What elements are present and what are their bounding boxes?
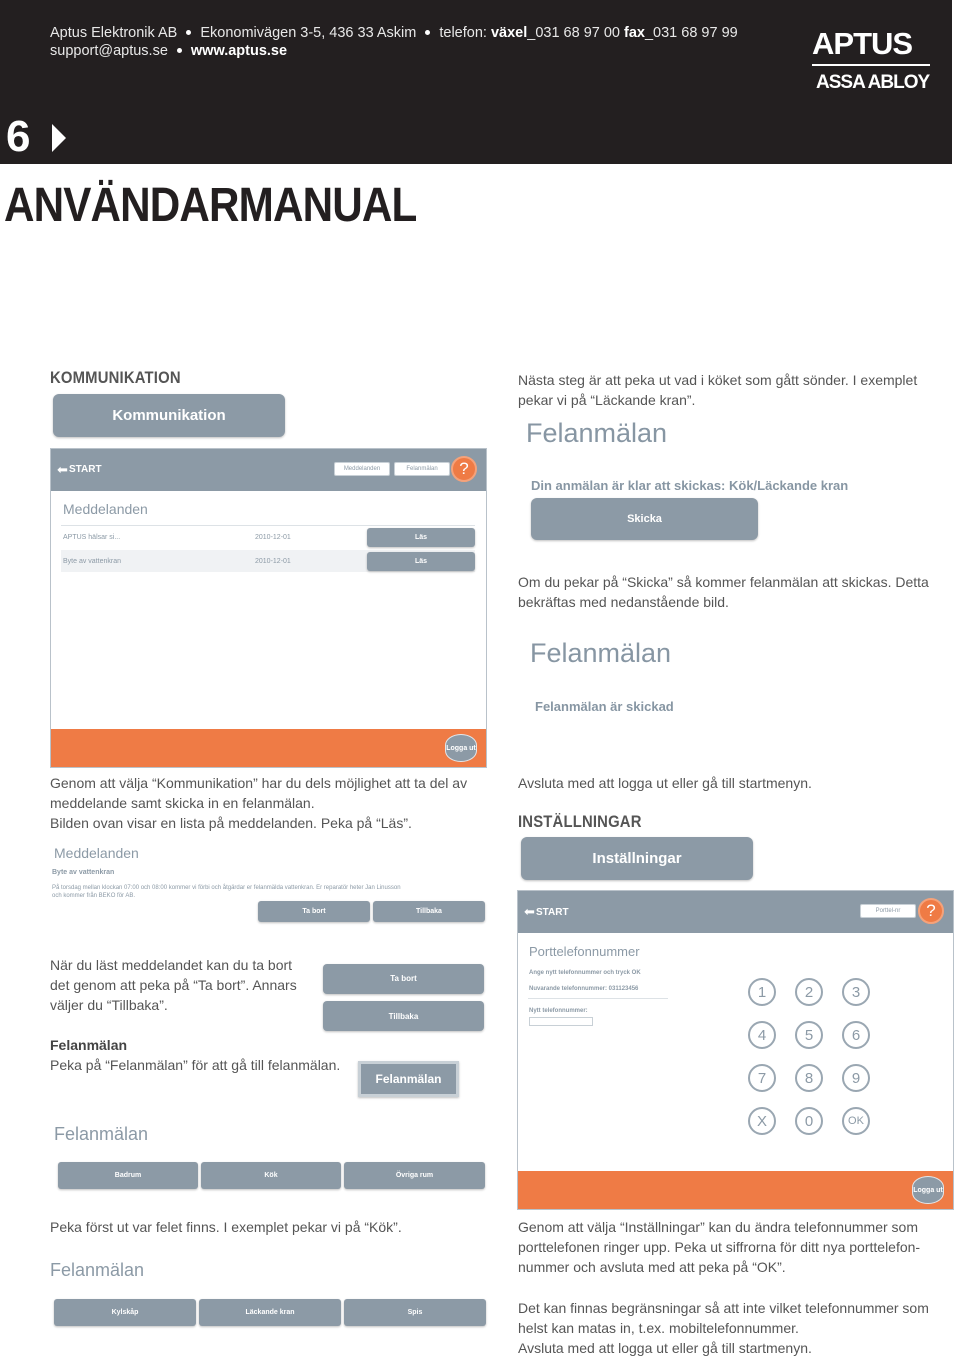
item-button-spis[interactable]: Spis — [344, 1299, 486, 1326]
tillbaka-button[interactable]: Tillbaka — [323, 1001, 484, 1031]
aptus-logo: APTUS — [812, 26, 913, 61]
paragraph-ta-bort: När du läst meddelandet kan du ta bort det genom att peka på “Ta bort”. Annars väljer du “Tillbaka”. — [50, 957, 297, 1013]
chapter-number: 6 — [6, 112, 31, 161]
room-button-badrum[interactable]: Badrum — [58, 1162, 198, 1189]
keypad-key-0[interactable]: 0 — [795, 1107, 823, 1135]
felanmalan-subheading: Felanmälan — [50, 1037, 128, 1053]
screen-bottom-bar — [51, 729, 486, 767]
phone-label: växel — [490, 25, 528, 41]
back-arrow-icon: ⬅ — [57, 462, 68, 477]
kommunikation-button[interactable]: Kommunikation — [53, 394, 285, 437]
help-icon[interactable]: ? — [451, 456, 477, 482]
installningar-button[interactable]: Inställningar — [521, 837, 753, 880]
items-screen-title: Felanmälan — [50, 1260, 145, 1280]
paragraph-begransningar: Det kan finnas begränsningar så att inte vilket telefonnummer som helst kan matas in, t.ex. mobiltelefonnummer. Avsluta med att logga ut eller gå till startmenyn. — [518, 1300, 929, 1356]
item-button-lackande-kran[interactable]: Läckande kran — [199, 1299, 341, 1326]
section-heading-kommunikation: KOMMUNIKATION — [50, 369, 181, 387]
keypad-key-ok[interactable]: OK — [842, 1107, 870, 1135]
website-link[interactable]: www.aptus.se — [190, 43, 288, 59]
ta-bort-button[interactable]: Ta bort — [323, 964, 484, 994]
keypad-key-5[interactable]: 5 — [795, 1021, 823, 1049]
paragraph-skicka: Om du pekar på “Skicka” så kommer felanmälan att skickas. Detta bekräftas med nedanstående bild. — [518, 574, 929, 610]
current-number-text: Nuvarande telefonnummer: 031123456 — [529, 986, 639, 992]
paragraph-avsluta: Avsluta med att logga ut eller gå till startmenyn. — [518, 775, 812, 791]
tab-felanmalan[interactable]: Felanmälan — [394, 462, 450, 476]
instruction-text: Ange nytt telefonnummer och tryck OK — [529, 970, 641, 976]
header-contact-line-2 — [50, 43, 287, 59]
read-button[interactable]: Läs — [367, 528, 475, 547]
company-name: Aptus Elektronik AB — [50, 25, 178, 41]
confirm-screen-title: Felanmälan — [526, 418, 668, 448]
help-icon[interactable]: ? — [918, 898, 944, 924]
start-label[interactable]: START — [536, 907, 569, 918]
fax-value: _031 68 97 99 — [644, 25, 738, 41]
messages-screen — [50, 448, 487, 768]
paragraph-nasta-steg: Nästa steg är att peka ut vad i köket som gått sönder. I exemplet pekar vi på “Läckande kran”. — [518, 372, 918, 408]
chapter-arrow-icon — [52, 124, 66, 152]
keypad-key-4[interactable]: 4 — [748, 1021, 776, 1049]
section-heading-installningar: INSTÄLLNINGAR — [518, 813, 642, 831]
new-number-label: Nytt telefonnummer: — [529, 1008, 588, 1014]
message-detail-heading: Meddelanden — [54, 845, 139, 861]
paragraph-kok: Peka först ut var felet finns. I exemplet pekar vi på “Kök”. — [50, 1219, 402, 1235]
message-detail-subject: Byte av vattenkran — [52, 869, 115, 876]
phone-prefix: telefon: — [439, 25, 491, 41]
sent-screen-text: Felanmälan är skickad — [535, 699, 674, 714]
message-date: 2010-12-01 — [255, 534, 291, 541]
keypad-key-6[interactable]: 6 — [842, 1021, 870, 1049]
message-detail-body: och kommer från BEKO för AB. — [52, 893, 136, 899]
paragraph-installningar: Genom att välja “Inställningar” kan du ändra telefonnummer som porttelefonen ringer upp. Peka ut siffrorna för ditt nya porttelefon- nummer och avsluta med att peka på “OK”. — [518, 1219, 921, 1275]
page-title: ANVÄNDARMANUAL — [4, 179, 417, 232]
message-subject: APTUS hälsar si... — [63, 534, 121, 541]
message-detail-body: På torsdag mellan klockan 07:00 och 08:00 kommer vi förbi och åtgärdar er felanmälda vattenkran. Er reparatör heter Jan Linusson — [52, 885, 401, 891]
rooms-screen-title: Felanmälan — [54, 1124, 149, 1144]
keypad-key-8[interactable]: 8 — [795, 1064, 823, 1092]
message-subject: Byte av vattenkran — [63, 558, 121, 565]
tab-meddelanden[interactable]: Meddelanden — [334, 462, 390, 476]
logout-button[interactable]: Logga ut — [445, 734, 477, 762]
tab-porttelefon[interactable]: Porttel-nr — [860, 904, 916, 918]
felanmalan-instruction: Peka på “Felanmälan” för att gå till felanmälan. — [50, 1057, 341, 1073]
logo-divider — [812, 64, 930, 66]
felanmalan-button[interactable]: Felanmälan — [358, 1061, 459, 1097]
new-number-input[interactable] — [529, 1017, 593, 1026]
fax-label: fax — [624, 25, 645, 41]
start-label[interactable]: START — [69, 464, 102, 475]
message-date: 2010-12-01 — [255, 558, 291, 565]
support-email[interactable]: support@aptus.se — [50, 43, 168, 59]
keypad-key-1[interactable]: 1 — [748, 978, 776, 1006]
keypad-key-2[interactable]: 2 — [795, 978, 823, 1006]
read-button[interactable]: Läs — [367, 552, 475, 571]
company-address: Ekonomivägen 3-5, 436 33 Askim — [200, 25, 417, 41]
item-button-kylskap[interactable]: Kylskåp — [54, 1299, 196, 1326]
confirm-screen-text: Din anmälan är klar att skickas: Kök/Läckande kran — [531, 478, 849, 493]
logout-button[interactable]: Logga ut — [912, 1176, 944, 1204]
paragraph-kommunikation: Genom att välja “Kommunikation” har du dels möjlighet att ta del av meddelande samt skicka in en felanmälan. Bilden ovan visar en lista på meddelanden. Peka på “Läs”. — [50, 775, 468, 831]
porttelefon-screen — [517, 890, 954, 1210]
screen-heading: Meddelanden — [63, 501, 148, 517]
header-contact-line-1 — [50, 25, 738, 41]
delete-button[interactable]: Ta bort — [258, 901, 370, 922]
room-button-kok[interactable]: Kök — [201, 1162, 341, 1189]
back-button[interactable]: Tillbaka — [373, 901, 485, 922]
keypad-key-9[interactable]: 9 — [842, 1064, 870, 1092]
screen-bottom-bar — [518, 1171, 953, 1209]
phone-value: _031 68 97 00 — [527, 25, 625, 41]
sent-screen-title: Felanmälan — [530, 638, 672, 668]
keypad-key-clear[interactable]: X — [748, 1107, 776, 1135]
room-button-ovriga[interactable]: Övriga rum — [344, 1162, 485, 1189]
keypad-key-7[interactable]: 7 — [748, 1064, 776, 1092]
assa-abloy-logo: ASSA ABLOY — [816, 72, 930, 93]
back-arrow-icon: ⬅ — [524, 904, 535, 919]
keypad-key-3[interactable]: 3 — [842, 978, 870, 1006]
skicka-button[interactable]: Skicka — [531, 498, 758, 540]
screen-heading: Porttelefonnummer — [529, 944, 640, 959]
